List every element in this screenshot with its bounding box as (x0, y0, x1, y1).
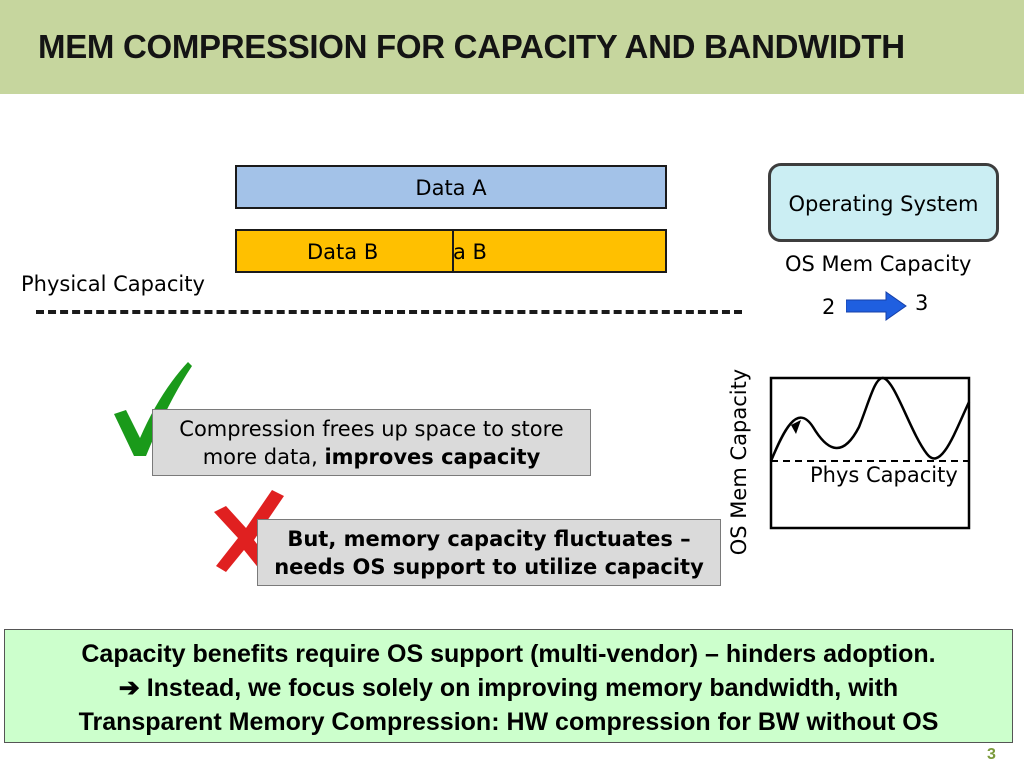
graph-y-axis-label: OS Mem Capacity (727, 368, 751, 556)
callout-con-line1: But, memory capacity fluctuates – (287, 527, 691, 551)
right-arrow-icon (846, 291, 908, 323)
operating-system-label: Operating System (788, 192, 979, 216)
data-a-block (235, 165, 667, 209)
capacity-benefit-callout (152, 409, 591, 476)
slide-title: MEM COMPRESSION FOR CAPACITY AND BANDWIDTH (38, 28, 905, 65)
capacity-from-value: 2 (822, 295, 836, 319)
title-bar (0, 0, 1024, 94)
page-number: 3 (987, 746, 996, 763)
data-b-overflow-label: a B (453, 240, 487, 264)
physical-capacity-line (36, 310, 742, 314)
capacity-to-value: 3 (915, 291, 929, 315)
operating-system-box (768, 163, 999, 242)
capacity-fluctuation-callout (257, 519, 721, 586)
summary-line3: Transparent Memory Compression: HW compression for BW without OS (78, 708, 939, 736)
data-b-block (235, 229, 667, 273)
callout-pro-line1: Compression frees up space to store (179, 417, 564, 441)
callout-pro-line2: more data, improves capacity (202, 445, 541, 469)
os-mem-capacity-label: OS Mem Capacity (785, 252, 972, 276)
data-b-label: Data B (307, 240, 379, 264)
graph-capacity-curve (771, 378, 969, 461)
data-a-label: Data A (415, 176, 487, 200)
graph-phys-capacity-label: Phys Capacity (810, 463, 958, 487)
callout-con-line2: needs OS support to utilize capacity (274, 555, 704, 579)
capacity-graph (765, 372, 975, 538)
right-arrow-glyph-icon: ➔ (118, 674, 140, 702)
callout-pro-emphasis: improves capacity (324, 445, 541, 469)
summary-line1: Capacity benefits require OS support (multi-vendor) – hinders adoption. (81, 640, 936, 668)
summary-line2: ➔ Instead, we focus solely on improving memory bandwidth, with (118, 674, 899, 702)
summary-box (4, 629, 1013, 743)
physical-capacity-label: Physical Capacity (21, 272, 205, 296)
